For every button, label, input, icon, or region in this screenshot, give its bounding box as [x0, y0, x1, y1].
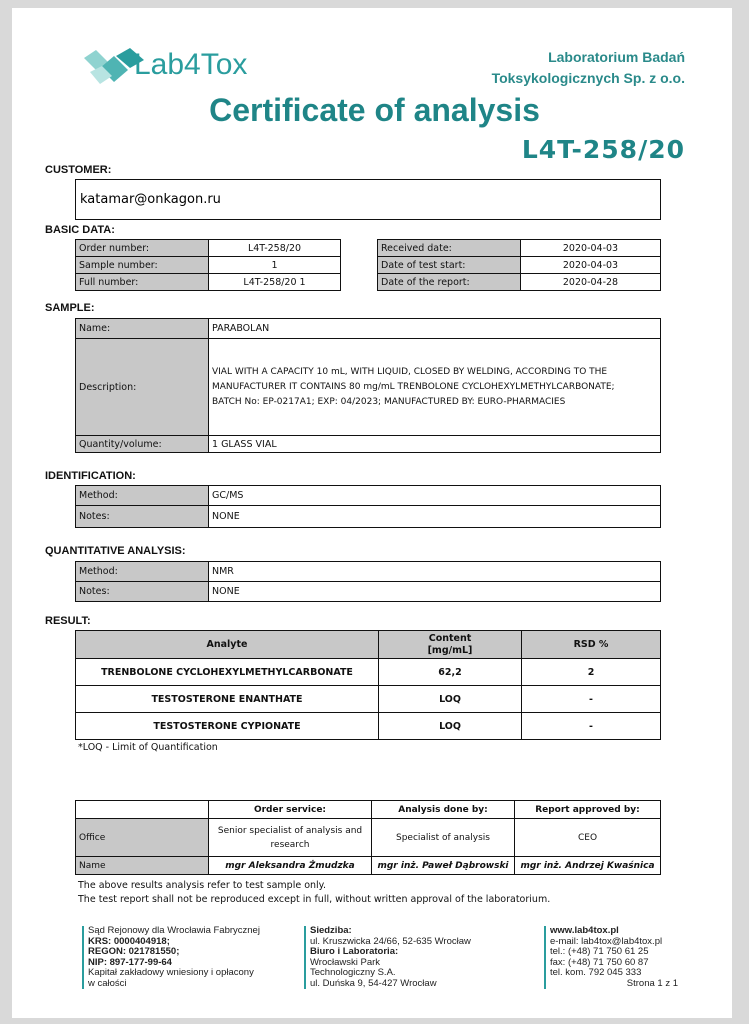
identification-notes-value: NONE — [209, 506, 661, 528]
test-start-label: Date of test start: — [378, 257, 521, 274]
footer-line: Technologiczny S.A. — [310, 967, 396, 978]
quantity-label: Quantity/volume: — [76, 436, 209, 453]
lab-name-line1: Laboratorium Badań — [548, 49, 685, 65]
footer-line: tel. kom. 792 045 333 — [550, 967, 642, 978]
sample-number-value: 1 — [209, 257, 341, 274]
result-rsd: 2 — [522, 659, 661, 686]
result-analyte: TRENBOLONE CYCLOHEXYLMETHYLCARBONATE — [76, 659, 379, 686]
quantitative-notes-label: Notes: — [76, 582, 209, 602]
footer-address — [304, 926, 471, 989]
identification-notes-label: Notes: — [76, 506, 209, 528]
footer-line: ul. Duńska 9, 54-427 Wrocław — [310, 977, 437, 989]
footer-line: w całości — [88, 977, 127, 989]
name-order-service: mgr Aleksandra Żmudzka — [209, 857, 372, 875]
footer-line: Sąd Rejonowy dla Wrocławia Fabrycznej — [88, 925, 260, 936]
footer-email-link[interactable]: e-mail: lab4tox@lab4tox.pl — [550, 935, 663, 947]
order-number-value: L4T-258/20 — [209, 240, 341, 257]
footer-line: Biuro i Laboratoria: — [310, 946, 399, 957]
col-analysis-done: Analysis done by: — [372, 801, 515, 819]
description-line: BATCH No: EP-0217A1; EXP: 04/2023; MANUFACTURED BY: EURO-PHARMACIES — [212, 396, 566, 407]
customer-email: katamar@onkagon.ru — [75, 179, 661, 220]
full-number-value: L4T-258/20 1 — [209, 274, 341, 291]
office-label: Office — [76, 819, 209, 857]
lab-name-line2: Toksykologicznych Sp. z o.o. — [491, 70, 685, 86]
name-approved: mgr inż. Andrzej Kwaśnica — [515, 857, 661, 875]
identification-table — [75, 485, 661, 528]
identification-method-value: GC/MS — [209, 486, 661, 506]
col-content — [379, 631, 522, 659]
col-report-approved: Report approved by: — [515, 801, 661, 819]
quantity-value: 1 GLASS VIAL — [209, 436, 661, 453]
office-order-service — [209, 819, 372, 857]
name-analysis: mgr inż. Paweł Dąbrowski — [372, 857, 515, 875]
section-sample: SAMPLE: — [45, 302, 95, 314]
footer-line: REGON: 021781550; — [88, 946, 180, 957]
page-title: Certificate of analysis — [209, 92, 540, 128]
col-analyte: Analyte — [76, 631, 379, 659]
section-customer: CUSTOMER: — [45, 164, 112, 176]
quantitative-method-value: NMR — [209, 562, 661, 582]
sample-number-label: Sample number: — [76, 257, 209, 274]
result-content: LOQ — [379, 713, 522, 740]
office-order-line2: research — [270, 839, 310, 850]
result-rsd: - — [522, 713, 661, 740]
result-content: 62,2 — [379, 659, 522, 686]
footer-line: ul. Kruszwicka 24/66, 52-635 Wrocław — [310, 935, 471, 947]
basic-data-right-table — [377, 239, 661, 291]
result-analyte: TESTOSTERONE CYPIONATE — [76, 713, 379, 740]
page-number: Strona 1 z 1 — [626, 977, 678, 989]
received-date-label: Received date: — [378, 240, 521, 257]
disclaimer-line2: The test report shall not be reproduced except in full, without written approval of the laboratorium. — [78, 894, 551, 905]
footer-line: Kapitał zakładowy wniesiony i opłacony — [88, 967, 254, 978]
footer-line: KRS: 0000404918; — [88, 935, 170, 947]
footer-contact — [544, 926, 678, 989]
identification-method-label: Method: — [76, 486, 209, 506]
received-date-value: 2020-04-03 — [521, 240, 661, 257]
certificate-number: L4T-258/20 — [521, 135, 685, 164]
footer-website-link[interactable]: www.lab4tox.pl — [550, 925, 619, 936]
loq-footnote: *LOQ - Limit of Quantification — [78, 742, 218, 753]
sample-name-value: PARABOLAN — [209, 319, 661, 339]
name-label: Name — [76, 857, 209, 875]
col-order-service: Order service: — [209, 801, 372, 819]
footer-line: Siedziba: — [310, 925, 352, 936]
result-content: LOQ — [379, 686, 522, 713]
section-result: RESULT: — [45, 615, 91, 627]
disclaimer-line1: The above results analysis refer to test sample only. — [78, 880, 326, 891]
sample-name-label: Name: — [76, 319, 209, 339]
quantitative-method-label: Method: — [76, 562, 209, 582]
section-identification: IDENTIFICATION: — [45, 470, 136, 482]
result-rsd: - — [522, 686, 661, 713]
order-number-label: Order number: — [76, 240, 209, 257]
footer-line: Wrocławski Park — [310, 956, 381, 968]
office-approved: CEO — [515, 819, 661, 857]
logo-text: Lab4Tox — [134, 48, 248, 81]
basic-data-left-table — [75, 239, 341, 291]
office-analysis: Specialist of analysis — [372, 819, 515, 857]
sample-table — [75, 318, 661, 453]
signature-table — [75, 800, 661, 875]
result-table — [75, 630, 661, 740]
col-rsd: RSD % — [522, 631, 661, 659]
description-line: MANUFACTURER IT CONTAINS 80 mg/mL TRENBOLONE CYCLOHEXYLMETHYLCARBONATE; — [212, 381, 615, 392]
sample-description-value — [209, 339, 661, 436]
description-line: VIAL WITH A CAPACITY 10 mL, WITH LIQUID, CLOSED BY WELDING, ACCORDING TO THE — [212, 366, 608, 377]
footer-court-info — [82, 926, 260, 989]
report-date-label: Date of the report: — [378, 274, 521, 291]
col-content-line1: Content — [428, 632, 472, 644]
full-number-label: Full number: — [76, 274, 209, 291]
quantitative-table — [75, 561, 661, 602]
quantitative-notes-value: NONE — [209, 582, 661, 602]
sig-blank — [76, 801, 209, 819]
col-content-line2: [mg/mL] — [427, 644, 473, 656]
report-date-value: 2020-04-28 — [521, 274, 661, 291]
test-start-value: 2020-04-03 — [521, 257, 661, 274]
office-order-line1: Senior specialist of analysis and — [217, 825, 363, 836]
section-quantitative: QUANTITATIVE ANALYSIS: — [45, 545, 186, 557]
footer-line: fax: (+48) 71 750 60 87 — [550, 956, 649, 968]
section-basic-data: BASIC DATA: — [45, 224, 115, 236]
footer-line: tel.: (+48) 71 750 61 25 — [550, 946, 649, 957]
footer-line: NIP: 897-177-99-64 — [88, 956, 172, 968]
result-analyte: TESTOSTERONE ENANTHATE — [76, 686, 379, 713]
sample-description-label: Description: — [76, 339, 209, 436]
lab-name — [492, 47, 685, 89]
